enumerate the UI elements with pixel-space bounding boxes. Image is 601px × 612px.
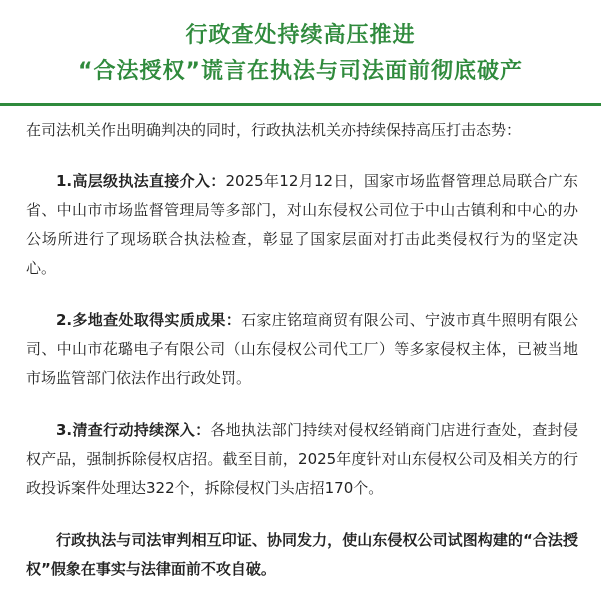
intro-paragraph: 在司法机关作出明确判决的同时，行政执法机关亦持续保持高压打击态势：: [26, 121, 522, 139]
enforcement-item-1: [26, 167, 578, 283]
item-1-heading: 1.高层级执法直接介入：: [56, 172, 226, 190]
item-3-text: 各地执法部门持续对侵权经销商门店进行查处，查封侵权产品，强制拆除侵权店招。截至目前，2025年度针对山东侵权公司及相关方的行政投诉案件处理达322个，拆除侵权门头店招170个。: [26, 421, 578, 497]
summary-paragraph: 行政执法与司法审判相互印证、协同发力，使山东侵权公司试图构建的“合法授权”假象在事实与法律面前不攻自破。: [26, 531, 578, 578]
article-body: [26, 116, 578, 584]
enforcement-item-3: [26, 416, 578, 503]
headline-line-1: 行政查处持续高压推进: [185, 23, 416, 48]
item-2-heading: 2.多地查处取得实质成果：: [56, 311, 242, 329]
item-3-heading: 3.清查行动持续深入：: [56, 421, 211, 439]
item-2-text: 石家庄铭瑄商贸有限公司、宁波市真牛照明有限公司、中山市花璐电子有限公司（山东侵权公司代工厂）等多家侵权主体，已被当地市场监管部门依法作出行政处罚。: [26, 311, 578, 387]
headline-line-2: “合法授权”谎言在执法与司法面前彻底破产: [78, 59, 523, 84]
enforcement-item-2: [26, 306, 578, 393]
item-1-text: 2025年12月12日，国家市场监督管理总局联合广东省、中山市市场监督管理局等多部门，对山东侵权公司位于中山古镇利和中心的办公场所进行了现场联合执法检查，彰显了国家层面对打击此类侵权行为的坚定决心。: [26, 172, 578, 277]
article-header: [0, 18, 601, 90]
header-divider: [0, 103, 601, 106]
